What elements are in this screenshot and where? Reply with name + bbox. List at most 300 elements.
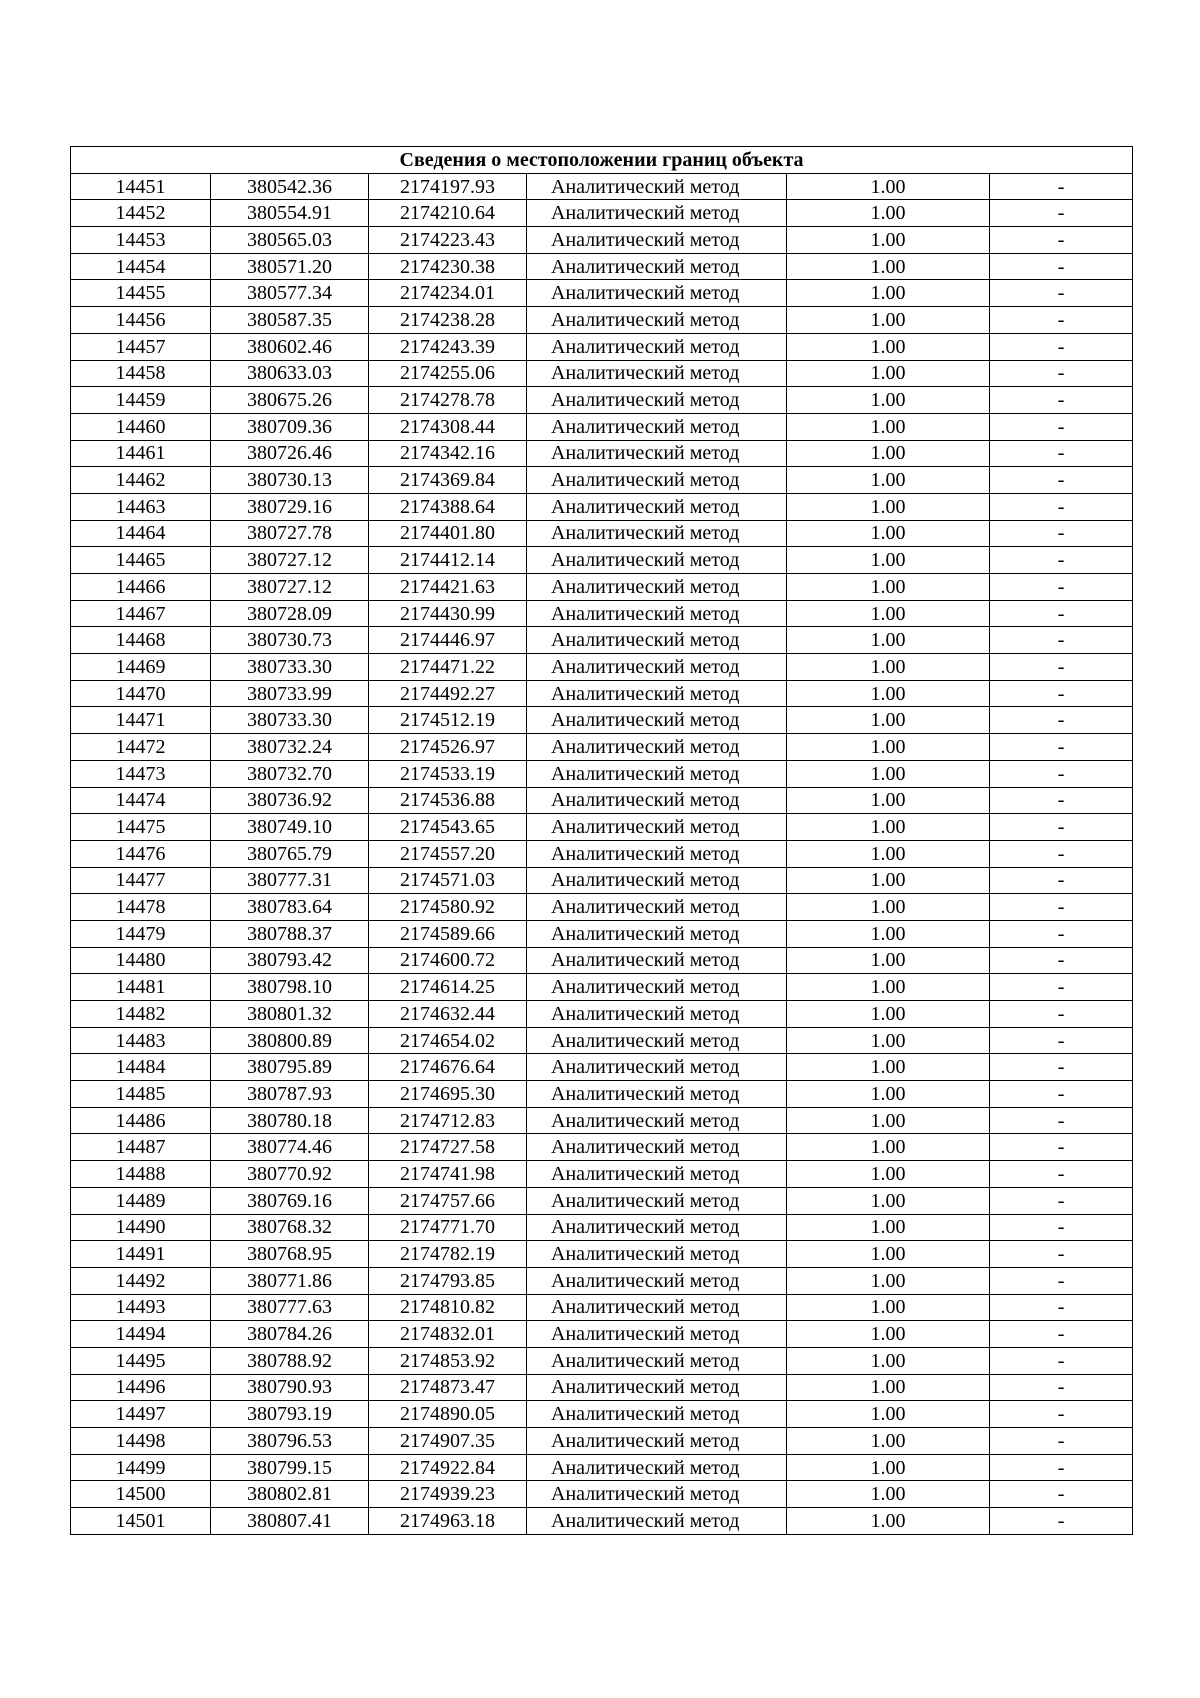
table-row bbox=[71, 1081, 1133, 1108]
method-cell: Аналитический метод bbox=[527, 707, 787, 734]
x-coordinate-cell: 380554.91 bbox=[211, 200, 369, 227]
accuracy-cell: 1.00 bbox=[787, 520, 990, 547]
method-cell: Аналитический метод bbox=[527, 360, 787, 387]
accuracy-cell: 1.00 bbox=[787, 680, 990, 707]
method-cell: Аналитический метод bbox=[527, 440, 787, 467]
method-cell: Аналитический метод bbox=[527, 1161, 787, 1188]
method-cell: Аналитический метод bbox=[527, 894, 787, 921]
x-coordinate-cell: 380728.09 bbox=[211, 600, 369, 627]
accuracy-cell: 1.00 bbox=[787, 840, 990, 867]
description-cell: - bbox=[990, 1294, 1133, 1321]
y-coordinate-cell: 2174580.92 bbox=[369, 894, 527, 921]
point-number-cell: 14481 bbox=[71, 974, 211, 1001]
table-row bbox=[71, 947, 1133, 974]
method-cell: Аналитический метод bbox=[527, 333, 787, 360]
description-cell: - bbox=[990, 360, 1133, 387]
point-number-cell: 14455 bbox=[71, 280, 211, 307]
y-coordinate-cell: 2174890.05 bbox=[369, 1401, 527, 1428]
x-coordinate-cell: 380587.35 bbox=[211, 307, 369, 334]
x-coordinate-cell: 380709.36 bbox=[211, 413, 369, 440]
point-number-cell: 14462 bbox=[71, 467, 211, 494]
accuracy-cell: 1.00 bbox=[787, 440, 990, 467]
accuracy-cell: 1.00 bbox=[787, 1134, 990, 1161]
description-cell: - bbox=[990, 600, 1133, 627]
description-cell: - bbox=[990, 333, 1133, 360]
accuracy-cell: 1.00 bbox=[787, 1374, 990, 1401]
y-coordinate-cell: 2174873.47 bbox=[369, 1374, 527, 1401]
x-coordinate-cell: 380798.10 bbox=[211, 974, 369, 1001]
x-coordinate-cell: 380769.16 bbox=[211, 1187, 369, 1214]
method-cell: Аналитический метод bbox=[527, 600, 787, 627]
table-row bbox=[71, 1134, 1133, 1161]
accuracy-cell: 1.00 bbox=[787, 413, 990, 440]
y-coordinate-cell: 2174230.38 bbox=[369, 253, 527, 280]
method-cell: Аналитический метод bbox=[527, 1241, 787, 1268]
point-number-cell: 14459 bbox=[71, 387, 211, 414]
point-number-cell: 14494 bbox=[71, 1321, 211, 1348]
y-coordinate-cell: 2174412.14 bbox=[369, 547, 527, 574]
point-number-cell: 14486 bbox=[71, 1107, 211, 1134]
accuracy-cell: 1.00 bbox=[787, 947, 990, 974]
method-cell: Аналитический метод bbox=[527, 814, 787, 841]
y-coordinate-cell: 2174446.97 bbox=[369, 627, 527, 654]
y-coordinate-cell: 2174810.82 bbox=[369, 1294, 527, 1321]
description-cell: - bbox=[990, 734, 1133, 761]
x-coordinate-cell: 380726.46 bbox=[211, 440, 369, 467]
table-row bbox=[71, 1428, 1133, 1455]
x-coordinate-cell: 380777.63 bbox=[211, 1294, 369, 1321]
point-number-cell: 14477 bbox=[71, 867, 211, 894]
accuracy-cell: 1.00 bbox=[787, 1481, 990, 1508]
accuracy-cell: 1.00 bbox=[787, 894, 990, 921]
x-coordinate-cell: 380793.42 bbox=[211, 947, 369, 974]
accuracy-cell: 1.00 bbox=[787, 333, 990, 360]
accuracy-cell: 1.00 bbox=[787, 1001, 990, 1028]
x-coordinate-cell: 380729.16 bbox=[211, 493, 369, 520]
accuracy-cell: 1.00 bbox=[787, 1054, 990, 1081]
point-number-cell: 14495 bbox=[71, 1347, 211, 1374]
y-coordinate-cell: 2174255.06 bbox=[369, 360, 527, 387]
y-coordinate-cell: 2174963.18 bbox=[369, 1508, 527, 1535]
method-cell: Аналитический метод bbox=[527, 1374, 787, 1401]
point-number-cell: 14492 bbox=[71, 1267, 211, 1294]
y-coordinate-cell: 2174223.43 bbox=[369, 227, 527, 254]
method-cell: Аналитический метод bbox=[527, 173, 787, 200]
description-cell: - bbox=[990, 1321, 1133, 1348]
x-coordinate-cell: 380787.93 bbox=[211, 1081, 369, 1108]
x-coordinate-cell: 380784.26 bbox=[211, 1321, 369, 1348]
method-cell: Аналитический метод bbox=[527, 787, 787, 814]
table-row bbox=[71, 1054, 1133, 1081]
method-cell: Аналитический метод bbox=[527, 1401, 787, 1428]
method-cell: Аналитический метод bbox=[527, 680, 787, 707]
point-number-cell: 14465 bbox=[71, 547, 211, 574]
boundary-coordinates-table bbox=[70, 146, 1133, 1535]
accuracy-cell: 1.00 bbox=[787, 654, 990, 681]
description-cell: - bbox=[990, 387, 1133, 414]
accuracy-cell: 1.00 bbox=[787, 1267, 990, 1294]
accuracy-cell: 1.00 bbox=[787, 1214, 990, 1241]
x-coordinate-cell: 380780.18 bbox=[211, 1107, 369, 1134]
x-coordinate-cell: 380727.12 bbox=[211, 574, 369, 601]
table-row bbox=[71, 734, 1133, 761]
accuracy-cell: 1.00 bbox=[787, 307, 990, 334]
accuracy-cell: 1.00 bbox=[787, 867, 990, 894]
description-cell: - bbox=[990, 547, 1133, 574]
x-coordinate-cell: 380768.95 bbox=[211, 1241, 369, 1268]
y-coordinate-cell: 2174695.30 bbox=[369, 1081, 527, 1108]
accuracy-cell: 1.00 bbox=[787, 493, 990, 520]
x-coordinate-cell: 380790.93 bbox=[211, 1374, 369, 1401]
method-cell: Аналитический метод bbox=[527, 840, 787, 867]
method-cell: Аналитический метод bbox=[527, 413, 787, 440]
y-coordinate-cell: 2174853.92 bbox=[369, 1347, 527, 1374]
y-coordinate-cell: 2174512.19 bbox=[369, 707, 527, 734]
point-number-cell: 14463 bbox=[71, 493, 211, 520]
description-cell: - bbox=[990, 1267, 1133, 1294]
x-coordinate-cell: 380732.24 bbox=[211, 734, 369, 761]
y-coordinate-cell: 2174557.20 bbox=[369, 840, 527, 867]
y-coordinate-cell: 2174210.64 bbox=[369, 200, 527, 227]
table-row bbox=[71, 1267, 1133, 1294]
accuracy-cell: 1.00 bbox=[787, 280, 990, 307]
accuracy-cell: 1.00 bbox=[787, 1321, 990, 1348]
method-cell: Аналитический метод bbox=[527, 574, 787, 601]
method-cell: Аналитический метод bbox=[527, 1027, 787, 1054]
table-row bbox=[71, 894, 1133, 921]
point-number-cell: 14488 bbox=[71, 1161, 211, 1188]
table-row bbox=[71, 1187, 1133, 1214]
description-cell: - bbox=[990, 200, 1133, 227]
accuracy-cell: 1.00 bbox=[787, 1294, 990, 1321]
method-cell: Аналитический метод bbox=[527, 1347, 787, 1374]
point-number-cell: 14501 bbox=[71, 1508, 211, 1535]
method-cell: Аналитический метод bbox=[527, 493, 787, 520]
description-cell: - bbox=[990, 894, 1133, 921]
x-coordinate-cell: 380774.46 bbox=[211, 1134, 369, 1161]
description-cell: - bbox=[990, 280, 1133, 307]
x-coordinate-cell: 380788.92 bbox=[211, 1347, 369, 1374]
x-coordinate-cell: 380633.03 bbox=[211, 360, 369, 387]
table-row bbox=[71, 200, 1133, 227]
y-coordinate-cell: 2174771.70 bbox=[369, 1214, 527, 1241]
accuracy-cell: 1.00 bbox=[787, 627, 990, 654]
y-coordinate-cell: 2174238.28 bbox=[369, 307, 527, 334]
x-coordinate-cell: 380788.37 bbox=[211, 920, 369, 947]
description-cell: - bbox=[990, 520, 1133, 547]
table-row bbox=[71, 1347, 1133, 1374]
description-cell: - bbox=[990, 1134, 1133, 1161]
point-number-cell: 14470 bbox=[71, 680, 211, 707]
description-cell: - bbox=[990, 867, 1133, 894]
accuracy-cell: 1.00 bbox=[787, 1187, 990, 1214]
x-coordinate-cell: 380602.46 bbox=[211, 333, 369, 360]
table-row bbox=[71, 1401, 1133, 1428]
description-cell: - bbox=[990, 1347, 1133, 1374]
table-row bbox=[71, 333, 1133, 360]
description-cell: - bbox=[990, 840, 1133, 867]
method-cell: Аналитический метод bbox=[527, 1054, 787, 1081]
x-coordinate-cell: 380571.20 bbox=[211, 253, 369, 280]
method-cell: Аналитический метод bbox=[527, 1134, 787, 1161]
point-number-cell: 14480 bbox=[71, 947, 211, 974]
table-title: Сведения о местоположении границ объекта bbox=[71, 147, 1133, 174]
accuracy-cell: 1.00 bbox=[787, 1081, 990, 1108]
x-coordinate-cell: 380777.31 bbox=[211, 867, 369, 894]
description-cell: - bbox=[990, 1054, 1133, 1081]
x-coordinate-cell: 380801.32 bbox=[211, 1001, 369, 1028]
description-cell: - bbox=[990, 760, 1133, 787]
table-row bbox=[71, 1001, 1133, 1028]
method-cell: Аналитический метод bbox=[527, 1187, 787, 1214]
point-number-cell: 14489 bbox=[71, 1187, 211, 1214]
accuracy-cell: 1.00 bbox=[787, 1428, 990, 1455]
table-row bbox=[71, 1374, 1133, 1401]
table-row bbox=[71, 654, 1133, 681]
description-cell: - bbox=[990, 1214, 1133, 1241]
y-coordinate-cell: 2174421.63 bbox=[369, 574, 527, 601]
point-number-cell: 14491 bbox=[71, 1241, 211, 1268]
table-row bbox=[71, 627, 1133, 654]
y-coordinate-cell: 2174533.19 bbox=[369, 760, 527, 787]
description-cell: - bbox=[990, 253, 1133, 280]
y-coordinate-cell: 2174308.44 bbox=[369, 413, 527, 440]
point-number-cell: 14454 bbox=[71, 253, 211, 280]
y-coordinate-cell: 2174793.85 bbox=[369, 1267, 527, 1294]
table-row bbox=[71, 1454, 1133, 1481]
method-cell: Аналитический метод bbox=[527, 253, 787, 280]
point-number-cell: 14496 bbox=[71, 1374, 211, 1401]
method-cell: Аналитический метод bbox=[527, 1081, 787, 1108]
point-number-cell: 14466 bbox=[71, 574, 211, 601]
accuracy-cell: 1.00 bbox=[787, 1454, 990, 1481]
method-cell: Аналитический метод bbox=[527, 627, 787, 654]
x-coordinate-cell: 380727.12 bbox=[211, 547, 369, 574]
x-coordinate-cell: 380802.81 bbox=[211, 1481, 369, 1508]
point-number-cell: 14460 bbox=[71, 413, 211, 440]
table-body bbox=[71, 173, 1133, 1534]
method-cell: Аналитический метод bbox=[527, 280, 787, 307]
point-number-cell: 14482 bbox=[71, 1001, 211, 1028]
method-cell: Аналитический метод bbox=[527, 947, 787, 974]
y-coordinate-cell: 2174757.66 bbox=[369, 1187, 527, 1214]
table-row bbox=[71, 840, 1133, 867]
description-cell: - bbox=[990, 920, 1133, 947]
description-cell: - bbox=[990, 307, 1133, 334]
y-coordinate-cell: 2174543.65 bbox=[369, 814, 527, 841]
table-row bbox=[71, 1027, 1133, 1054]
description-cell: - bbox=[990, 1428, 1133, 1455]
accuracy-cell: 1.00 bbox=[787, 467, 990, 494]
point-number-cell: 14469 bbox=[71, 654, 211, 681]
x-coordinate-cell: 380749.10 bbox=[211, 814, 369, 841]
accuracy-cell: 1.00 bbox=[787, 814, 990, 841]
accuracy-cell: 1.00 bbox=[787, 253, 990, 280]
point-number-cell: 14457 bbox=[71, 333, 211, 360]
x-coordinate-cell: 380793.19 bbox=[211, 1401, 369, 1428]
table-row bbox=[71, 1161, 1133, 1188]
description-cell: - bbox=[990, 440, 1133, 467]
table-row bbox=[71, 920, 1133, 947]
x-coordinate-cell: 380807.41 bbox=[211, 1508, 369, 1535]
method-cell: Аналитический метод bbox=[527, 920, 787, 947]
table-row bbox=[71, 1508, 1133, 1535]
x-coordinate-cell: 380727.78 bbox=[211, 520, 369, 547]
point-number-cell: 14451 bbox=[71, 173, 211, 200]
method-cell: Аналитический метод bbox=[527, 1428, 787, 1455]
method-cell: Аналитический метод bbox=[527, 1321, 787, 1348]
table-row bbox=[71, 547, 1133, 574]
point-number-cell: 14474 bbox=[71, 787, 211, 814]
accuracy-cell: 1.00 bbox=[787, 1401, 990, 1428]
method-cell: Аналитический метод bbox=[527, 974, 787, 1001]
point-number-cell: 14483 bbox=[71, 1027, 211, 1054]
accuracy-cell: 1.00 bbox=[787, 1508, 990, 1535]
accuracy-cell: 1.00 bbox=[787, 1161, 990, 1188]
method-cell: Аналитический метод bbox=[527, 1294, 787, 1321]
accuracy-cell: 1.00 bbox=[787, 787, 990, 814]
y-coordinate-cell: 2174614.25 bbox=[369, 974, 527, 1001]
description-cell: - bbox=[990, 1161, 1133, 1188]
x-coordinate-cell: 380733.30 bbox=[211, 707, 369, 734]
y-coordinate-cell: 2174492.27 bbox=[369, 680, 527, 707]
y-coordinate-cell: 2174939.23 bbox=[369, 1481, 527, 1508]
x-coordinate-cell: 380675.26 bbox=[211, 387, 369, 414]
x-coordinate-cell: 380783.64 bbox=[211, 894, 369, 921]
description-cell: - bbox=[990, 413, 1133, 440]
x-coordinate-cell: 380730.73 bbox=[211, 627, 369, 654]
y-coordinate-cell: 2174471.22 bbox=[369, 654, 527, 681]
y-coordinate-cell: 2174243.39 bbox=[369, 333, 527, 360]
point-number-cell: 14473 bbox=[71, 760, 211, 787]
y-coordinate-cell: 2174907.35 bbox=[369, 1428, 527, 1455]
y-coordinate-cell: 2174654.02 bbox=[369, 1027, 527, 1054]
y-coordinate-cell: 2174632.44 bbox=[369, 1001, 527, 1028]
table-row bbox=[71, 1294, 1133, 1321]
table-row bbox=[71, 467, 1133, 494]
point-number-cell: 14500 bbox=[71, 1481, 211, 1508]
point-number-cell: 14490 bbox=[71, 1214, 211, 1241]
y-coordinate-cell: 2174369.84 bbox=[369, 467, 527, 494]
y-coordinate-cell: 2174589.66 bbox=[369, 920, 527, 947]
table-row bbox=[71, 493, 1133, 520]
point-number-cell: 14478 bbox=[71, 894, 211, 921]
method-cell: Аналитический метод bbox=[527, 654, 787, 681]
description-cell: - bbox=[990, 947, 1133, 974]
description-cell: - bbox=[990, 974, 1133, 1001]
table-title-row bbox=[71, 147, 1133, 174]
description-cell: - bbox=[990, 1241, 1133, 1268]
x-coordinate-cell: 380800.89 bbox=[211, 1027, 369, 1054]
description-cell: - bbox=[990, 814, 1133, 841]
accuracy-cell: 1.00 bbox=[787, 173, 990, 200]
table-row bbox=[71, 227, 1133, 254]
y-coordinate-cell: 2174571.03 bbox=[369, 867, 527, 894]
point-number-cell: 14471 bbox=[71, 707, 211, 734]
description-cell: - bbox=[990, 1508, 1133, 1535]
x-coordinate-cell: 380542.36 bbox=[211, 173, 369, 200]
accuracy-cell: 1.00 bbox=[787, 600, 990, 627]
description-cell: - bbox=[990, 787, 1133, 814]
x-coordinate-cell: 380770.92 bbox=[211, 1161, 369, 1188]
accuracy-cell: 1.00 bbox=[787, 974, 990, 1001]
description-cell: - bbox=[990, 1081, 1133, 1108]
point-number-cell: 14485 bbox=[71, 1081, 211, 1108]
method-cell: Аналитический метод bbox=[527, 467, 787, 494]
y-coordinate-cell: 2174676.64 bbox=[369, 1054, 527, 1081]
accuracy-cell: 1.00 bbox=[787, 760, 990, 787]
table-row bbox=[71, 360, 1133, 387]
table-row bbox=[71, 787, 1133, 814]
table-row bbox=[71, 173, 1133, 200]
table-row bbox=[71, 1481, 1133, 1508]
description-cell: - bbox=[990, 1481, 1133, 1508]
x-coordinate-cell: 380732.70 bbox=[211, 760, 369, 787]
point-number-cell: 14453 bbox=[71, 227, 211, 254]
y-coordinate-cell: 2174600.72 bbox=[369, 947, 527, 974]
point-number-cell: 14464 bbox=[71, 520, 211, 547]
description-cell: - bbox=[990, 680, 1133, 707]
accuracy-cell: 1.00 bbox=[787, 734, 990, 761]
method-cell: Аналитический метод bbox=[527, 734, 787, 761]
y-coordinate-cell: 2174278.78 bbox=[369, 387, 527, 414]
table-row bbox=[71, 600, 1133, 627]
description-cell: - bbox=[990, 1187, 1133, 1214]
method-cell: Аналитический метод bbox=[527, 1214, 787, 1241]
y-coordinate-cell: 2174342.16 bbox=[369, 440, 527, 467]
point-number-cell: 14479 bbox=[71, 920, 211, 947]
x-coordinate-cell: 380765.79 bbox=[211, 840, 369, 867]
method-cell: Аналитический метод bbox=[527, 1454, 787, 1481]
y-coordinate-cell: 2174388.64 bbox=[369, 493, 527, 520]
y-coordinate-cell: 2174922.84 bbox=[369, 1454, 527, 1481]
method-cell: Аналитический метод bbox=[527, 1001, 787, 1028]
accuracy-cell: 1.00 bbox=[787, 1241, 990, 1268]
table-row bbox=[71, 413, 1133, 440]
point-number-cell: 14476 bbox=[71, 840, 211, 867]
method-cell: Аналитический метод bbox=[527, 760, 787, 787]
point-number-cell: 14493 bbox=[71, 1294, 211, 1321]
table-row bbox=[71, 253, 1133, 280]
accuracy-cell: 1.00 bbox=[787, 200, 990, 227]
y-coordinate-cell: 2174832.01 bbox=[369, 1321, 527, 1348]
accuracy-cell: 1.00 bbox=[787, 707, 990, 734]
table-row bbox=[71, 574, 1133, 601]
y-coordinate-cell: 2174741.98 bbox=[369, 1161, 527, 1188]
method-cell: Аналитический метод bbox=[527, 867, 787, 894]
method-cell: Аналитический метод bbox=[527, 1481, 787, 1508]
description-cell: - bbox=[990, 707, 1133, 734]
x-coordinate-cell: 380768.32 bbox=[211, 1214, 369, 1241]
table-row bbox=[71, 307, 1133, 334]
table-row bbox=[71, 387, 1133, 414]
description-cell: - bbox=[990, 574, 1133, 601]
point-number-cell: 14456 bbox=[71, 307, 211, 334]
description-cell: - bbox=[990, 1107, 1133, 1134]
table-row bbox=[71, 707, 1133, 734]
x-coordinate-cell: 380795.89 bbox=[211, 1054, 369, 1081]
description-cell: - bbox=[990, 627, 1133, 654]
x-coordinate-cell: 380796.53 bbox=[211, 1428, 369, 1455]
y-coordinate-cell: 2174526.97 bbox=[369, 734, 527, 761]
table-row bbox=[71, 280, 1133, 307]
table-row bbox=[71, 1321, 1133, 1348]
accuracy-cell: 1.00 bbox=[787, 387, 990, 414]
y-coordinate-cell: 2174536.88 bbox=[369, 787, 527, 814]
point-number-cell: 14475 bbox=[71, 814, 211, 841]
point-number-cell: 14499 bbox=[71, 1454, 211, 1481]
x-coordinate-cell: 380733.30 bbox=[211, 654, 369, 681]
